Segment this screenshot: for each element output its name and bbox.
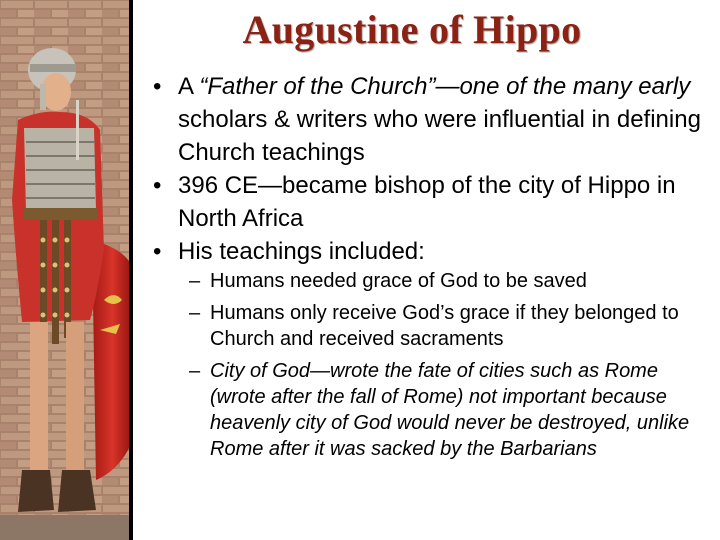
sub-bullet-item-marker: –: [189, 360, 201, 382]
bullet-item: [150, 70, 710, 169]
bullet-item-text: A: [178, 73, 200, 100]
sub-bullet-item: [185, 300, 710, 352]
bullet-item-text: scholars & writers who were influential in defining Church teachings: [178, 106, 701, 166]
sub-bullet-item: [185, 268, 710, 294]
sub-bullet-list: [185, 268, 710, 468]
slide-title: Augustine of Hippo: [242, 7, 582, 52]
bullet-item-marker: •: [153, 73, 162, 100]
sub-bullet-item: [185, 358, 710, 462]
bullet-item: [150, 169, 710, 235]
bullet-item-text: His teachings included:: [178, 238, 425, 265]
bullet-item-marker: •: [153, 238, 162, 265]
bullet-item-text: 396 CE—became bishop of the city of Hippo in North Africa: [178, 172, 676, 232]
sub-bullet-item-marker: –: [189, 270, 201, 292]
sub-bullet-item-text: Humans only receive God’s grace if they belonged to Church and received sacraments: [210, 302, 679, 350]
bullet-item-marker: •: [153, 172, 162, 199]
bullet-item: [150, 235, 710, 268]
bullet-list: [150, 70, 710, 268]
roman-soldier-photo: [0, 0, 133, 540]
bullet-item-text: “Father of the Church”—one of the many early: [199, 73, 691, 100]
sub-bullet-item-text: City of God—wrote the fate of cities such as Rome (wrote after the fall of Rome) not important because heavenly city of God would never be destroyed, unlike Rome after it was sacked by the Barbarians: [210, 360, 690, 460]
sub-bullet-item-text: Humans needed grace of God to be saved: [210, 270, 587, 292]
sub-bullet-item-marker: –: [189, 302, 201, 324]
